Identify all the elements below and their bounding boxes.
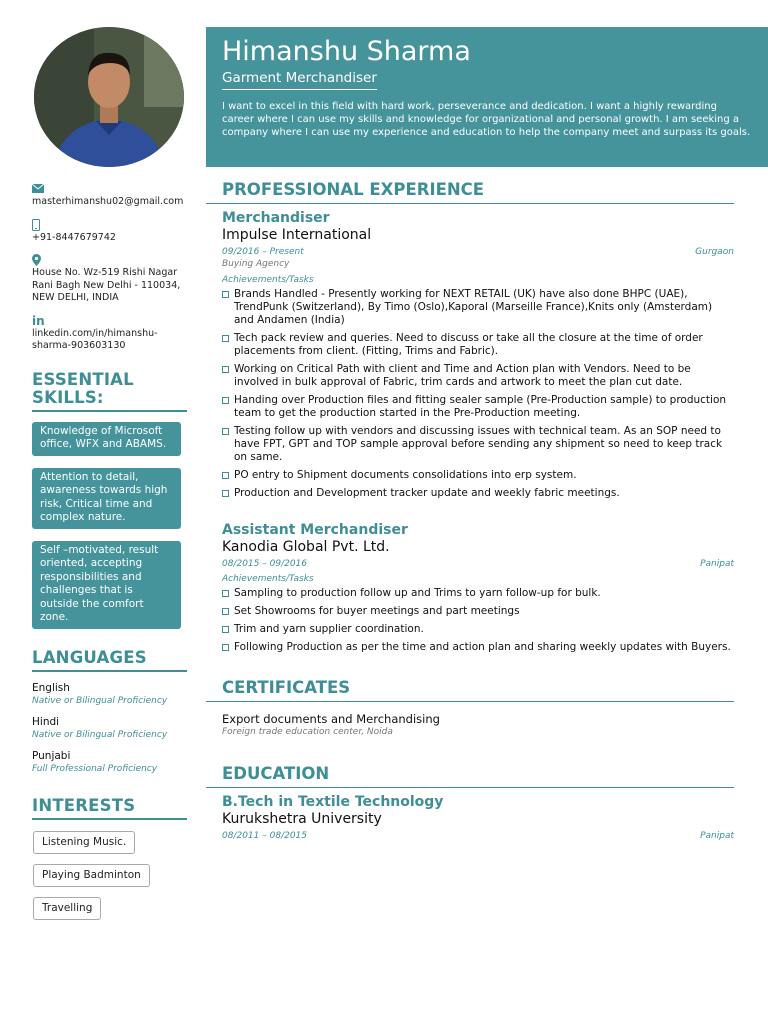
school-name: Kurukshetra University: [222, 811, 382, 827]
location-pin-icon: [32, 254, 188, 267]
language-name: Punjabi: [32, 749, 71, 762]
job-location: Panipat: [700, 559, 734, 569]
contact-address: [32, 254, 188, 305]
linkedin-text[interactable]: linkedin.com/in/himanshu-sharma-903603130: [32, 327, 158, 351]
language-name: Hindi: [32, 715, 60, 728]
education-entry: [206, 794, 734, 842]
education-meta: [222, 830, 734, 842]
address-text: House No. Wz-519 Rishi Nagar Rani Bagh New Delhi - 110034, NEW DELHI, INDIA: [32, 267, 181, 303]
contact-linkedin: [32, 315, 188, 353]
candidate-name: Himanshu Sharma: [222, 36, 471, 67]
job-title: Assistant Merchandiser: [222, 522, 408, 538]
task-item: Handing over Production files and fitting sealer sample (Pre-Production sample) to production team to get the production started in the Pre-Production meeting.: [222, 394, 734, 420]
interest-tag: Listening Music.: [33, 831, 135, 854]
languages-section: [32, 649, 188, 775]
interest-tag: Travelling: [33, 897, 101, 920]
task-item: Sampling to production follow up and Trims to yarn follow-up for bulk.: [222, 587, 734, 600]
phone-icon: [32, 219, 188, 232]
language-item: [32, 716, 188, 741]
education-section: [206, 764, 734, 842]
interests-divider: [32, 818, 187, 820]
right-column: [206, 180, 734, 842]
task-item: Following Production as per the time and action plan and sharing weekly updates with Buyers.: [222, 641, 734, 654]
experience-heading: PROFESSIONAL EXPERIENCE: [222, 180, 485, 199]
job-entry: [206, 522, 734, 654]
education-location: Panipat: [700, 831, 734, 841]
job-meta: [222, 246, 734, 258]
job-dates: 09/2016 – Present: [222, 247, 304, 257]
skill-item: Knowledge of Microsoft office, WFX and ABAMS.: [32, 422, 181, 456]
skill-item: Attention to detail, awareness towards high risk, Critical time and complex nature.: [32, 468, 181, 529]
certificates-section: [206, 678, 734, 738]
phone-text: +91-8447679742: [32, 231, 116, 243]
certificate-name: Export documents and Merchandising: [222, 712, 440, 726]
task-item: Set Showrooms for buyer meetings and part meetings: [222, 605, 734, 618]
candidate-role: Garment Merchandiser: [222, 69, 377, 90]
skills-divider: [32, 410, 187, 412]
certificates-heading: CERTIFICATES: [222, 678, 351, 697]
task-item: Production and Development tracker update and weekly fabric meetings.: [222, 487, 734, 500]
education-heading: EDUCATION: [222, 764, 330, 783]
language-level: Native or Bilingual Proficiency: [32, 695, 168, 706]
language-name: English: [32, 681, 70, 694]
email-text[interactable]: masterhimanshu02@gmail.com: [32, 196, 184, 207]
job-meta: [222, 558, 734, 570]
job-entry: [206, 210, 734, 500]
education-dates: 08/2011 – 08/2015: [222, 831, 307, 841]
job-title: Merchandiser: [222, 210, 330, 226]
profile-photo: [34, 27, 184, 167]
job-subtitle: Buying Agency: [222, 259, 290, 269]
experience-divider: [206, 203, 734, 204]
interests-section: [32, 797, 188, 929]
linkedin-icon: in: [32, 313, 45, 328]
email-icon: [32, 183, 188, 196]
task-item: Brands Handled - Presently working for NEXT RETAIL (UK) have also done BHPC (UAE), TrendPunk (Switzerland), By Timo (Oslo),Kaporal (Marseille France),Knits only (Amsterdam) and Andamen (India): [222, 288, 734, 327]
interest-tag: Playing Badminton: [33, 864, 150, 887]
degree-title: B.Tech in Textile Technology: [222, 794, 444, 810]
languages-heading: LANGUAGES: [32, 647, 147, 667]
job-location: Gurgaon: [695, 247, 734, 257]
language-level: Native or Bilingual Proficiency: [32, 729, 168, 740]
contact-email: [32, 183, 188, 209]
company-name: Kanodia Global Pvt. Ltd.: [222, 539, 390, 555]
task-item: PO entry to Shipment documents consolidations into erp system.: [222, 469, 734, 482]
certificates-divider: [206, 701, 734, 702]
contact-phone: [32, 219, 188, 245]
task-item: Trim and yarn supplier coordination.: [222, 623, 734, 636]
job-dates: 08/2015 – 09/2016: [222, 559, 307, 569]
left-column: [32, 27, 188, 929]
skill-item: Self –motivated, result oriented, accepting responsibilities and challenges that is outside the comfort zone.: [32, 541, 181, 629]
task-list: [222, 288, 734, 500]
certificate-entry: [206, 712, 734, 738]
achievements-label: Achievements/Tasks: [222, 275, 314, 285]
contact-section: [32, 183, 188, 353]
languages-divider: [32, 670, 187, 672]
interests-heading: INTERESTS: [32, 795, 136, 815]
company-name: Impulse International: [222, 227, 372, 243]
summary-text: I want to excel in this field with hard work, perseverance and dedication. I want a highly rewarding career where I can use my skills and knowledge for organizational and personal growth. I am seeking a company where I can use my experience and education to help the company meet and surpass its goals.: [222, 101, 751, 138]
certificate-issuer: Foreign trade education center, Noida: [222, 727, 393, 737]
language-level: Full Professional Proficiency: [32, 763, 158, 774]
experience-section: [206, 180, 734, 654]
language-item: [32, 750, 188, 775]
skills-section: [32, 371, 188, 629]
task-item: Working on Critical Path with client and Time and Action plan with Vendors. Need to be involved in bulk approval of Fabric, trim cards and artwork to meet the plan cut date.: [222, 363, 734, 389]
task-item: Testing follow up with vendors and discussing issues with technical team. As an SOP need to have FPT, GPT and TOP sample approval before sending any shipment so need to keep track on same.: [222, 425, 734, 464]
task-item: Tech pack review and queries. Need to discuss or take all the closure at the time of order placements from client. (Fitting, Trims and Fabric).: [222, 332, 734, 358]
header-banner: [206, 27, 768, 167]
skills-heading: ESSENTIAL SKILLS:: [32, 369, 134, 407]
achievements-label: Achievements/Tasks: [222, 574, 314, 584]
language-item: [32, 682, 188, 707]
education-divider: [206, 787, 734, 788]
task-list: [222, 587, 734, 654]
